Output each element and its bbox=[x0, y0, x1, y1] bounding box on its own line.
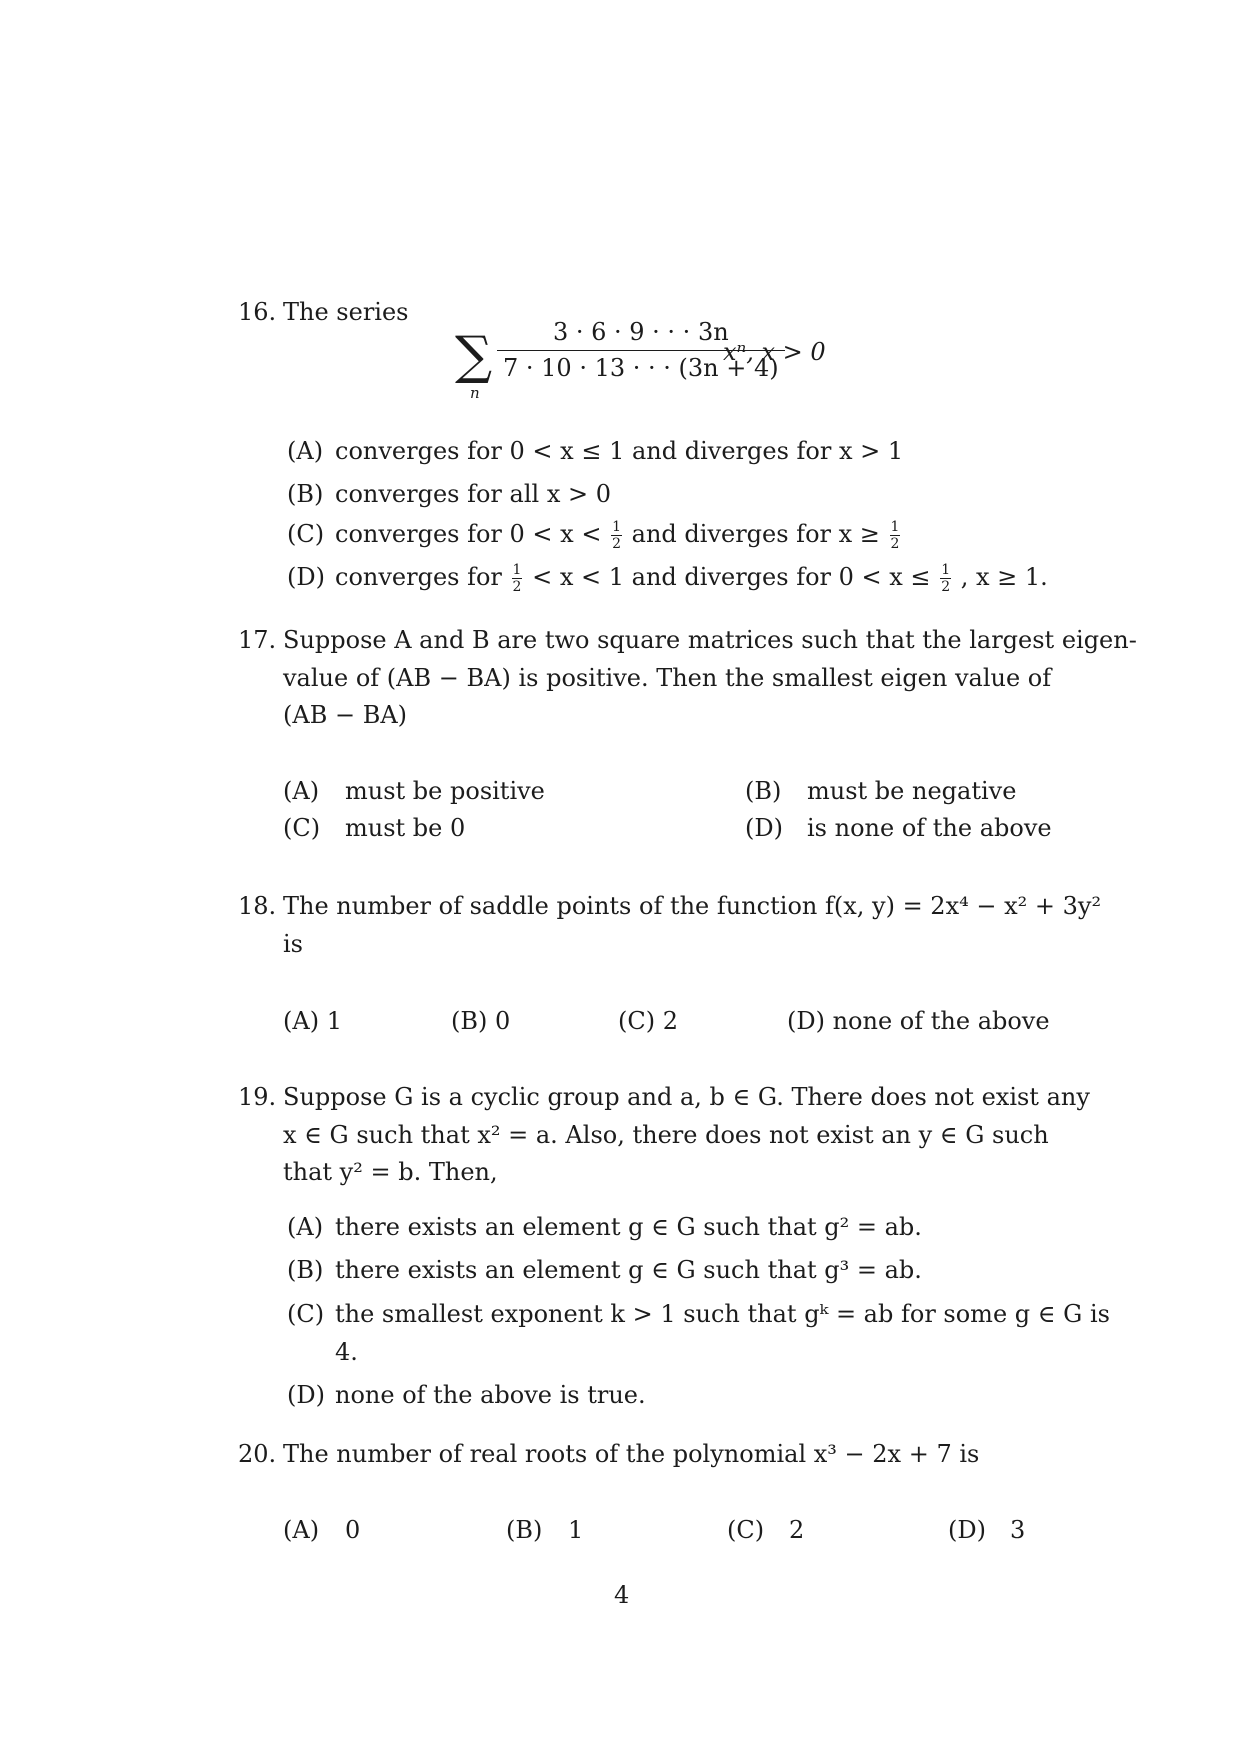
q16-number: 16. bbox=[238, 298, 277, 326]
q20-stem: The number of real roots of the polynomial x³ − 2x + 7 is bbox=[283, 1440, 980, 1468]
option-label: (D) bbox=[287, 563, 325, 591]
fraction-numerator: 1 bbox=[890, 519, 900, 535]
series-formula bbox=[455, 318, 875, 402]
series-tail: xⁿ, x > 0 bbox=[723, 338, 826, 366]
q18-number: 18. bbox=[238, 892, 277, 920]
half-fraction bbox=[611, 520, 622, 551]
option-label: (A) bbox=[287, 1213, 324, 1241]
q19-option-d bbox=[287, 1381, 646, 1410]
q16-option-d bbox=[287, 563, 1048, 594]
option-text: 0 bbox=[345, 1516, 361, 1544]
option-label: (C) bbox=[287, 520, 325, 548]
q17-number: 17. bbox=[238, 626, 277, 654]
q20-option-a bbox=[283, 1516, 360, 1545]
option-label: (A) bbox=[283, 1516, 320, 1544]
option-label: (B) bbox=[745, 777, 782, 805]
option-text: the smallest exponent k > 1 such that gᵏ = ab for some g ∈ G is bbox=[335, 1300, 1110, 1328]
option-label: (B) bbox=[287, 480, 324, 508]
q19-number: 19. bbox=[238, 1083, 277, 1111]
q18-option-a: (A) 1 bbox=[283, 1007, 342, 1035]
q19-option-c bbox=[287, 1300, 1110, 1329]
series-denominator: 7 · 10 · 13 · · · (3n + 4) bbox=[497, 350, 785, 383]
option-text: 1 bbox=[568, 1516, 584, 1544]
fraction-numerator: 1 bbox=[512, 562, 522, 578]
q17-option-a bbox=[283, 777, 545, 806]
option-label: (D) bbox=[948, 1516, 986, 1544]
q17-option-d bbox=[745, 814, 1052, 843]
option-text: is none of the above bbox=[807, 814, 1052, 842]
option-label: (C) bbox=[287, 1300, 325, 1328]
option-text: , x ≥ 1. bbox=[960, 563, 1048, 591]
fraction-numerator: 1 bbox=[612, 519, 621, 535]
option-text: 2 bbox=[789, 1516, 805, 1544]
option-text: there exists an element g ∈ G such that g² = ab. bbox=[335, 1213, 922, 1241]
q17-option-c bbox=[283, 814, 465, 843]
option-text: converges for 0 < x < bbox=[335, 520, 602, 548]
half-fraction bbox=[940, 563, 951, 594]
fraction-numerator: 1 bbox=[941, 562, 951, 578]
option-text: must be positive bbox=[345, 777, 545, 805]
q19-option-c-continued bbox=[287, 1338, 358, 1367]
half-fraction bbox=[890, 520, 901, 551]
option-label: (B) bbox=[506, 1516, 543, 1544]
option-label: (B) bbox=[287, 1256, 324, 1284]
q18-option-c: (C) 2 bbox=[618, 1007, 678, 1035]
option-text: none of the above is true. bbox=[335, 1381, 646, 1409]
option-label: (A) bbox=[287, 437, 324, 465]
option-text: converges for all x > 0 bbox=[335, 480, 611, 508]
q18-option-b: (B) 0 bbox=[451, 1007, 511, 1035]
q18-line-1: The number of saddle points of the function f(x, y) = 2x⁴ − x² + 3y² bbox=[283, 892, 1102, 920]
q20-number: 20. bbox=[238, 1440, 277, 1468]
option-text: converges for bbox=[335, 563, 502, 591]
option-label: (C) bbox=[283, 814, 321, 842]
q16-option-c bbox=[287, 520, 902, 551]
option-label: (D) bbox=[745, 814, 783, 842]
q19-line-1: Suppose G is a cyclic group and a, b ∈ G. There does not exist any bbox=[283, 1083, 1090, 1111]
option-text: 4. bbox=[335, 1338, 358, 1366]
q19-line-3: that y² = b. Then, bbox=[283, 1158, 498, 1186]
q19-line-2: x ∈ G such that x² = a. Also, there does not exist an y ∈ G such bbox=[283, 1121, 1049, 1149]
q19-option-a bbox=[287, 1213, 922, 1242]
q20-option-d bbox=[948, 1516, 1025, 1545]
option-text: and diverges for x ≥ bbox=[631, 520, 880, 548]
option-text: converges for 0 < x ≤ 1 and diverges for x > 1 bbox=[335, 437, 904, 465]
option-text: < x < 1 and diverges for 0 < x ≤ bbox=[532, 563, 931, 591]
summation-symbol: ∑ bbox=[455, 326, 493, 386]
q16-option-a bbox=[287, 437, 903, 466]
q17-line-2: value of (AB − BA) is positive. Then the smallest eigen value of bbox=[283, 664, 1052, 692]
series-numerator: 3 · 6 · 9 · · · 3n bbox=[552, 318, 729, 346]
fraction-denominator: 2 bbox=[612, 536, 621, 552]
q17-line-3: (AB − BA) bbox=[283, 701, 408, 729]
fraction-denominator: 2 bbox=[941, 579, 951, 595]
q19-option-b bbox=[287, 1256, 922, 1285]
summation-index: n bbox=[470, 384, 480, 402]
option-label: (D) bbox=[287, 1381, 325, 1409]
option-text: there exists an element g ∈ G such that g³ = ab. bbox=[335, 1256, 922, 1284]
fraction-denominator: 2 bbox=[890, 536, 900, 552]
q16-option-b bbox=[287, 480, 611, 509]
q20-option-b bbox=[506, 1516, 583, 1545]
page-number: 4 bbox=[614, 1581, 630, 1609]
q18-line-2: is bbox=[283, 930, 303, 958]
option-label: (C) bbox=[727, 1516, 765, 1544]
half-fraction bbox=[512, 563, 523, 594]
q16-stem: The series bbox=[283, 298, 409, 326]
q17-line-1: Suppose A and B are two square matrices such that the largest eigen- bbox=[283, 626, 1137, 654]
option-text: must be negative bbox=[807, 777, 1017, 805]
fraction-denominator: 2 bbox=[512, 579, 522, 595]
q17-option-b bbox=[745, 777, 1016, 806]
q18-option-d: (D) none of the above bbox=[787, 1007, 1050, 1035]
option-label: (A) bbox=[283, 777, 320, 805]
option-text: 3 bbox=[1010, 1516, 1026, 1544]
option-text: must be 0 bbox=[345, 814, 466, 842]
q20-option-c bbox=[727, 1516, 804, 1545]
